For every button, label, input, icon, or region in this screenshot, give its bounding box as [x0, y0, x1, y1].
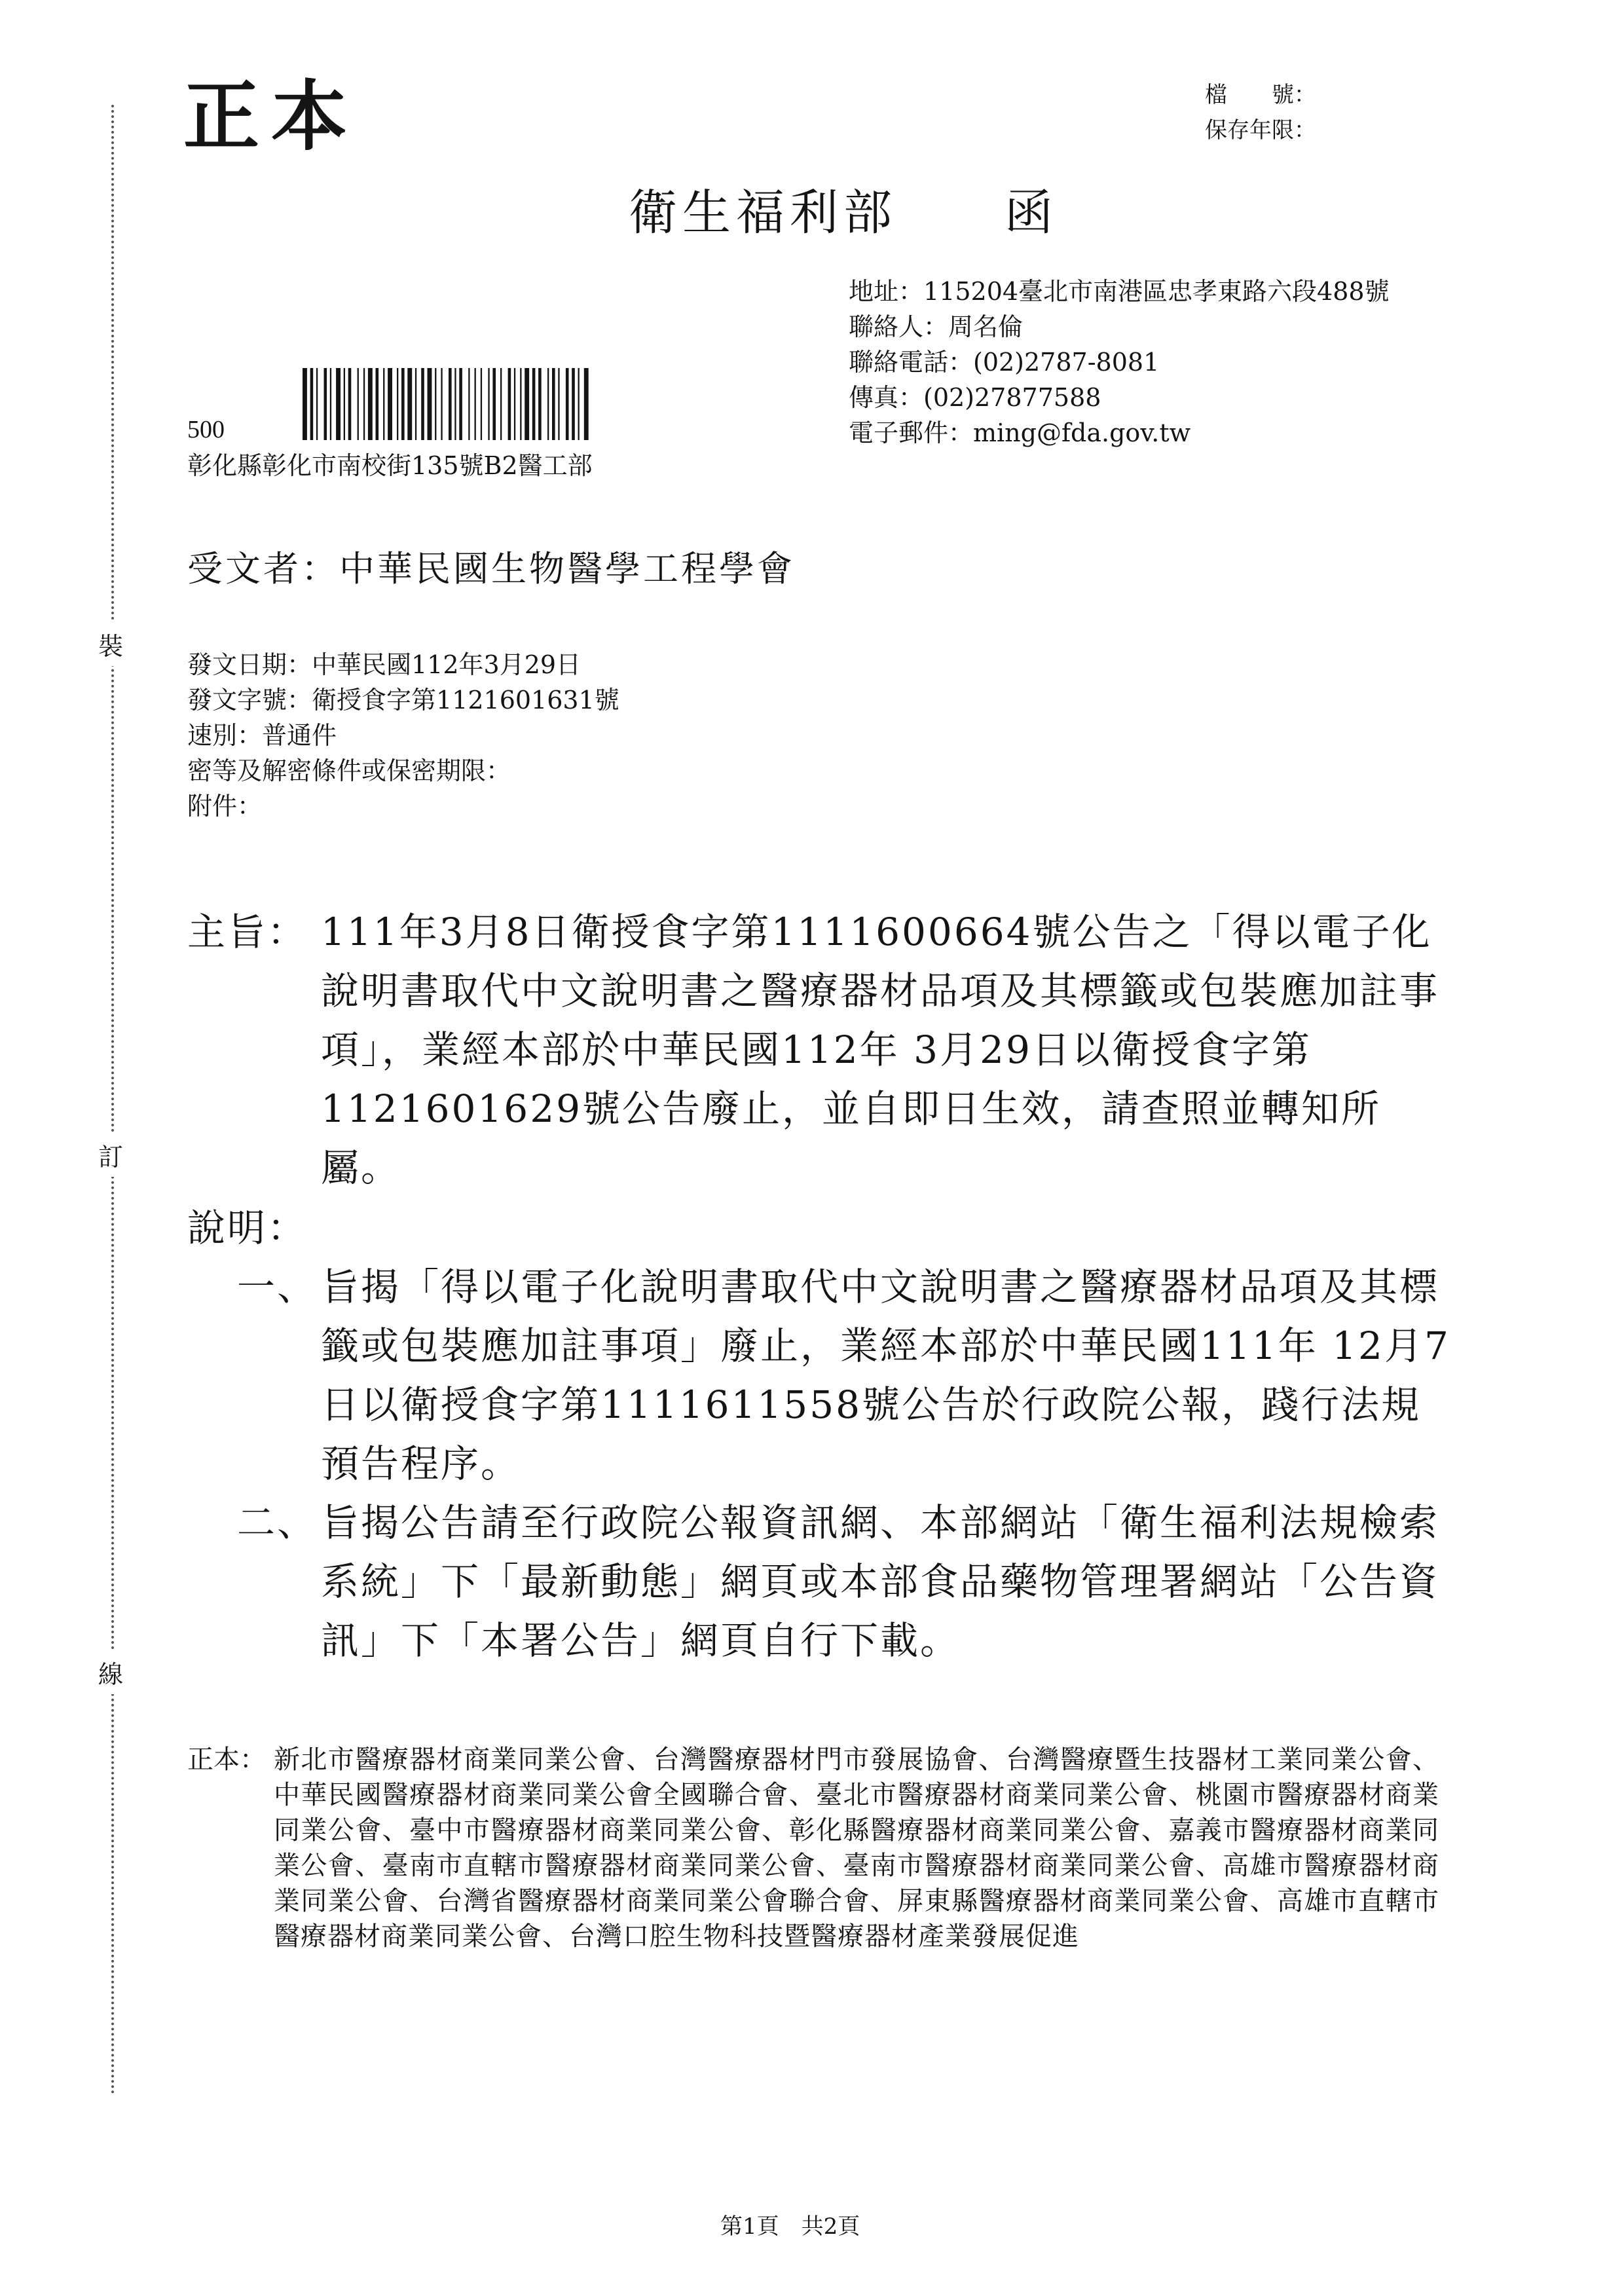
document-title	[629, 185, 1058, 241]
barcode-bar	[428, 368, 432, 440]
barcode-bar	[475, 368, 476, 440]
barcode-bar	[383, 368, 384, 440]
barcode-bar	[558, 368, 559, 440]
explanation-item-text: 旨揭「得以電子化說明書取代中文說明書之醫療器材品項及其標籤或包裝應加註事項」廢止，業經本部於中華民國111年 12月7日以衛授食字第1111611558號公告於行政院公報，踐行法規預告程序。	[321, 1265, 1450, 1486]
barcode-bar	[376, 368, 379, 440]
barcode-bar	[508, 368, 511, 440]
retention-period-label: 保存年限：	[1205, 117, 1316, 143]
recipient: 受文者：中華民國生物醫學工程學會	[187, 548, 795, 589]
explanation-label: 說明：	[187, 1206, 308, 1250]
barcode-bar	[500, 368, 502, 440]
barcode-bar	[348, 368, 352, 440]
agency-name: 衛生福利部	[629, 185, 897, 241]
document-type: 函	[1005, 185, 1058, 241]
barcode-bar	[578, 368, 580, 440]
cc-recipients: 新北市醫療器材商業同業公會、台灣醫療器材門市發展協會、台灣醫療暨生技器材工業同業公會、中華民國醫療器材商業同業公會全國聯合會、臺北市醫療器材商業同業公會、桃園市醫療器材商業同業公會、臺中市醫療器材商業同業公會、彰化縣醫療器材商業同業公會、嘉義市醫療器材商業同業公會、臺南市直轄市醫療器材商業同業公會、臺南市醫療器材商業同業公會、高雄市醫療器材商業同業公會、台灣省醫療器材商業同業公會聯合會、屏東縣醫療器材商業同業公會、高雄市直轄市醫療器材商業同業公會、台灣口腔生物科技暨醫療器材產業發展促進	[274, 1745, 1439, 1952]
barcode-bar	[435, 368, 436, 440]
barcode-bar	[303, 368, 307, 440]
contact-phone: 聯絡電話：(02)2787-8081	[849, 348, 1160, 377]
barcode-bar	[488, 368, 489, 440]
barcode-bar	[572, 368, 575, 440]
barcode-bar	[454, 368, 456, 440]
barcode-bar	[441, 368, 442, 440]
barcode-bar	[525, 368, 529, 440]
mailing-zip: 500	[187, 416, 225, 443]
barcode-bar	[468, 368, 470, 440]
contact-person: 聯絡人：周名倫	[849, 312, 1024, 341]
barcode-bar	[532, 368, 536, 440]
contact-address: 地址：115204臺北市南港區忠孝東路六段488號	[849, 277, 1390, 306]
barcode-bar	[584, 368, 589, 440]
barcode-bar	[520, 368, 521, 440]
contact-info	[849, 274, 1390, 451]
barcode-bar	[310, 368, 314, 440]
barcode-bar	[336, 368, 341, 440]
document-meta	[187, 647, 619, 824]
security-level: 密等及解密條件或保密期限：	[187, 756, 511, 785]
barcode-bar	[330, 368, 331, 440]
binding-mark-xian: 線	[98, 1650, 123, 1694]
barcode-bar	[514, 368, 515, 440]
barcode-bar	[397, 368, 398, 440]
binding-mark-ding: 訂	[98, 1133, 123, 1177]
barcode-bar	[449, 368, 452, 440]
barcode-bar	[363, 368, 365, 440]
issue-date: 發文日期：中華民國112年3月29日	[187, 650, 581, 679]
barcode-bar	[415, 368, 416, 440]
barcode-bar	[324, 368, 327, 440]
total-pages: 共2頁	[801, 2213, 860, 2240]
contact-email: 電子郵件：ming@fda.gov.tw	[849, 418, 1191, 447]
document-number: 發文字號：衛授食字第1121601631號	[187, 686, 619, 714]
barcode-bar	[358, 368, 359, 440]
original-copy-stamp: 正本	[183, 72, 359, 161]
postal-barcode	[300, 368, 680, 440]
barcode-bar	[316, 368, 318, 440]
explanation-item-number: 一、	[237, 1265, 318, 1309]
barcode-bar	[401, 368, 405, 440]
contact-fax: 傳真：(02)27877588	[849, 383, 1101, 412]
cc-label: 正本：	[187, 1745, 266, 1775]
binding-line	[111, 105, 114, 2096]
explanation-item-text: 旨揭公告請至行政院公報資訊網、本部網站「衛生福利法規檢索系統」下「最新動態」網頁或本部食品藥物管理署網站「公告資訊」下「本署公告」網頁自行下載。	[321, 1500, 1440, 1663]
barcode-bar	[421, 368, 424, 440]
subject-text: 111年3月8日衛授食字第1111600664號公告之「得以電子化說明書取代中文說明書之醫療器材品項及其標籤或包裝應加註事項」，業經本部於中華民國112年 3月29日以衛授食字第1121601629號公告廢止，並自即日生效，請查照並轉知所屬。	[321, 910, 1440, 1190]
binding-mark-zhuang: 裝	[98, 622, 123, 666]
barcode-bar	[407, 368, 412, 440]
attachments: 附件：	[187, 792, 263, 821]
mailing-address: 彰化縣彰化市南校街135號B2醫工部	[187, 451, 593, 480]
barcode-bar	[552, 368, 555, 440]
barcode-bar	[566, 368, 569, 440]
delivery-speed: 速別：普通件	[187, 721, 337, 750]
barcode-bar	[459, 368, 462, 440]
barcode-bar	[492, 368, 496, 440]
barcode-bar	[481, 368, 482, 440]
barcode-bar	[538, 368, 542, 440]
page-number: 第1頁	[720, 2213, 779, 2240]
subject-label: 主旨：	[187, 910, 308, 954]
file-info	[1205, 77, 1316, 148]
barcode-bar	[547, 368, 549, 440]
page-footer	[720, 2208, 860, 2240]
barcode-bar	[368, 368, 373, 440]
barcode-bar	[388, 368, 392, 440]
barcode-bar	[344, 368, 345, 440]
explanation-item-number: 二、	[237, 1500, 318, 1545]
file-number-label: 檔 號：	[1205, 82, 1316, 108]
